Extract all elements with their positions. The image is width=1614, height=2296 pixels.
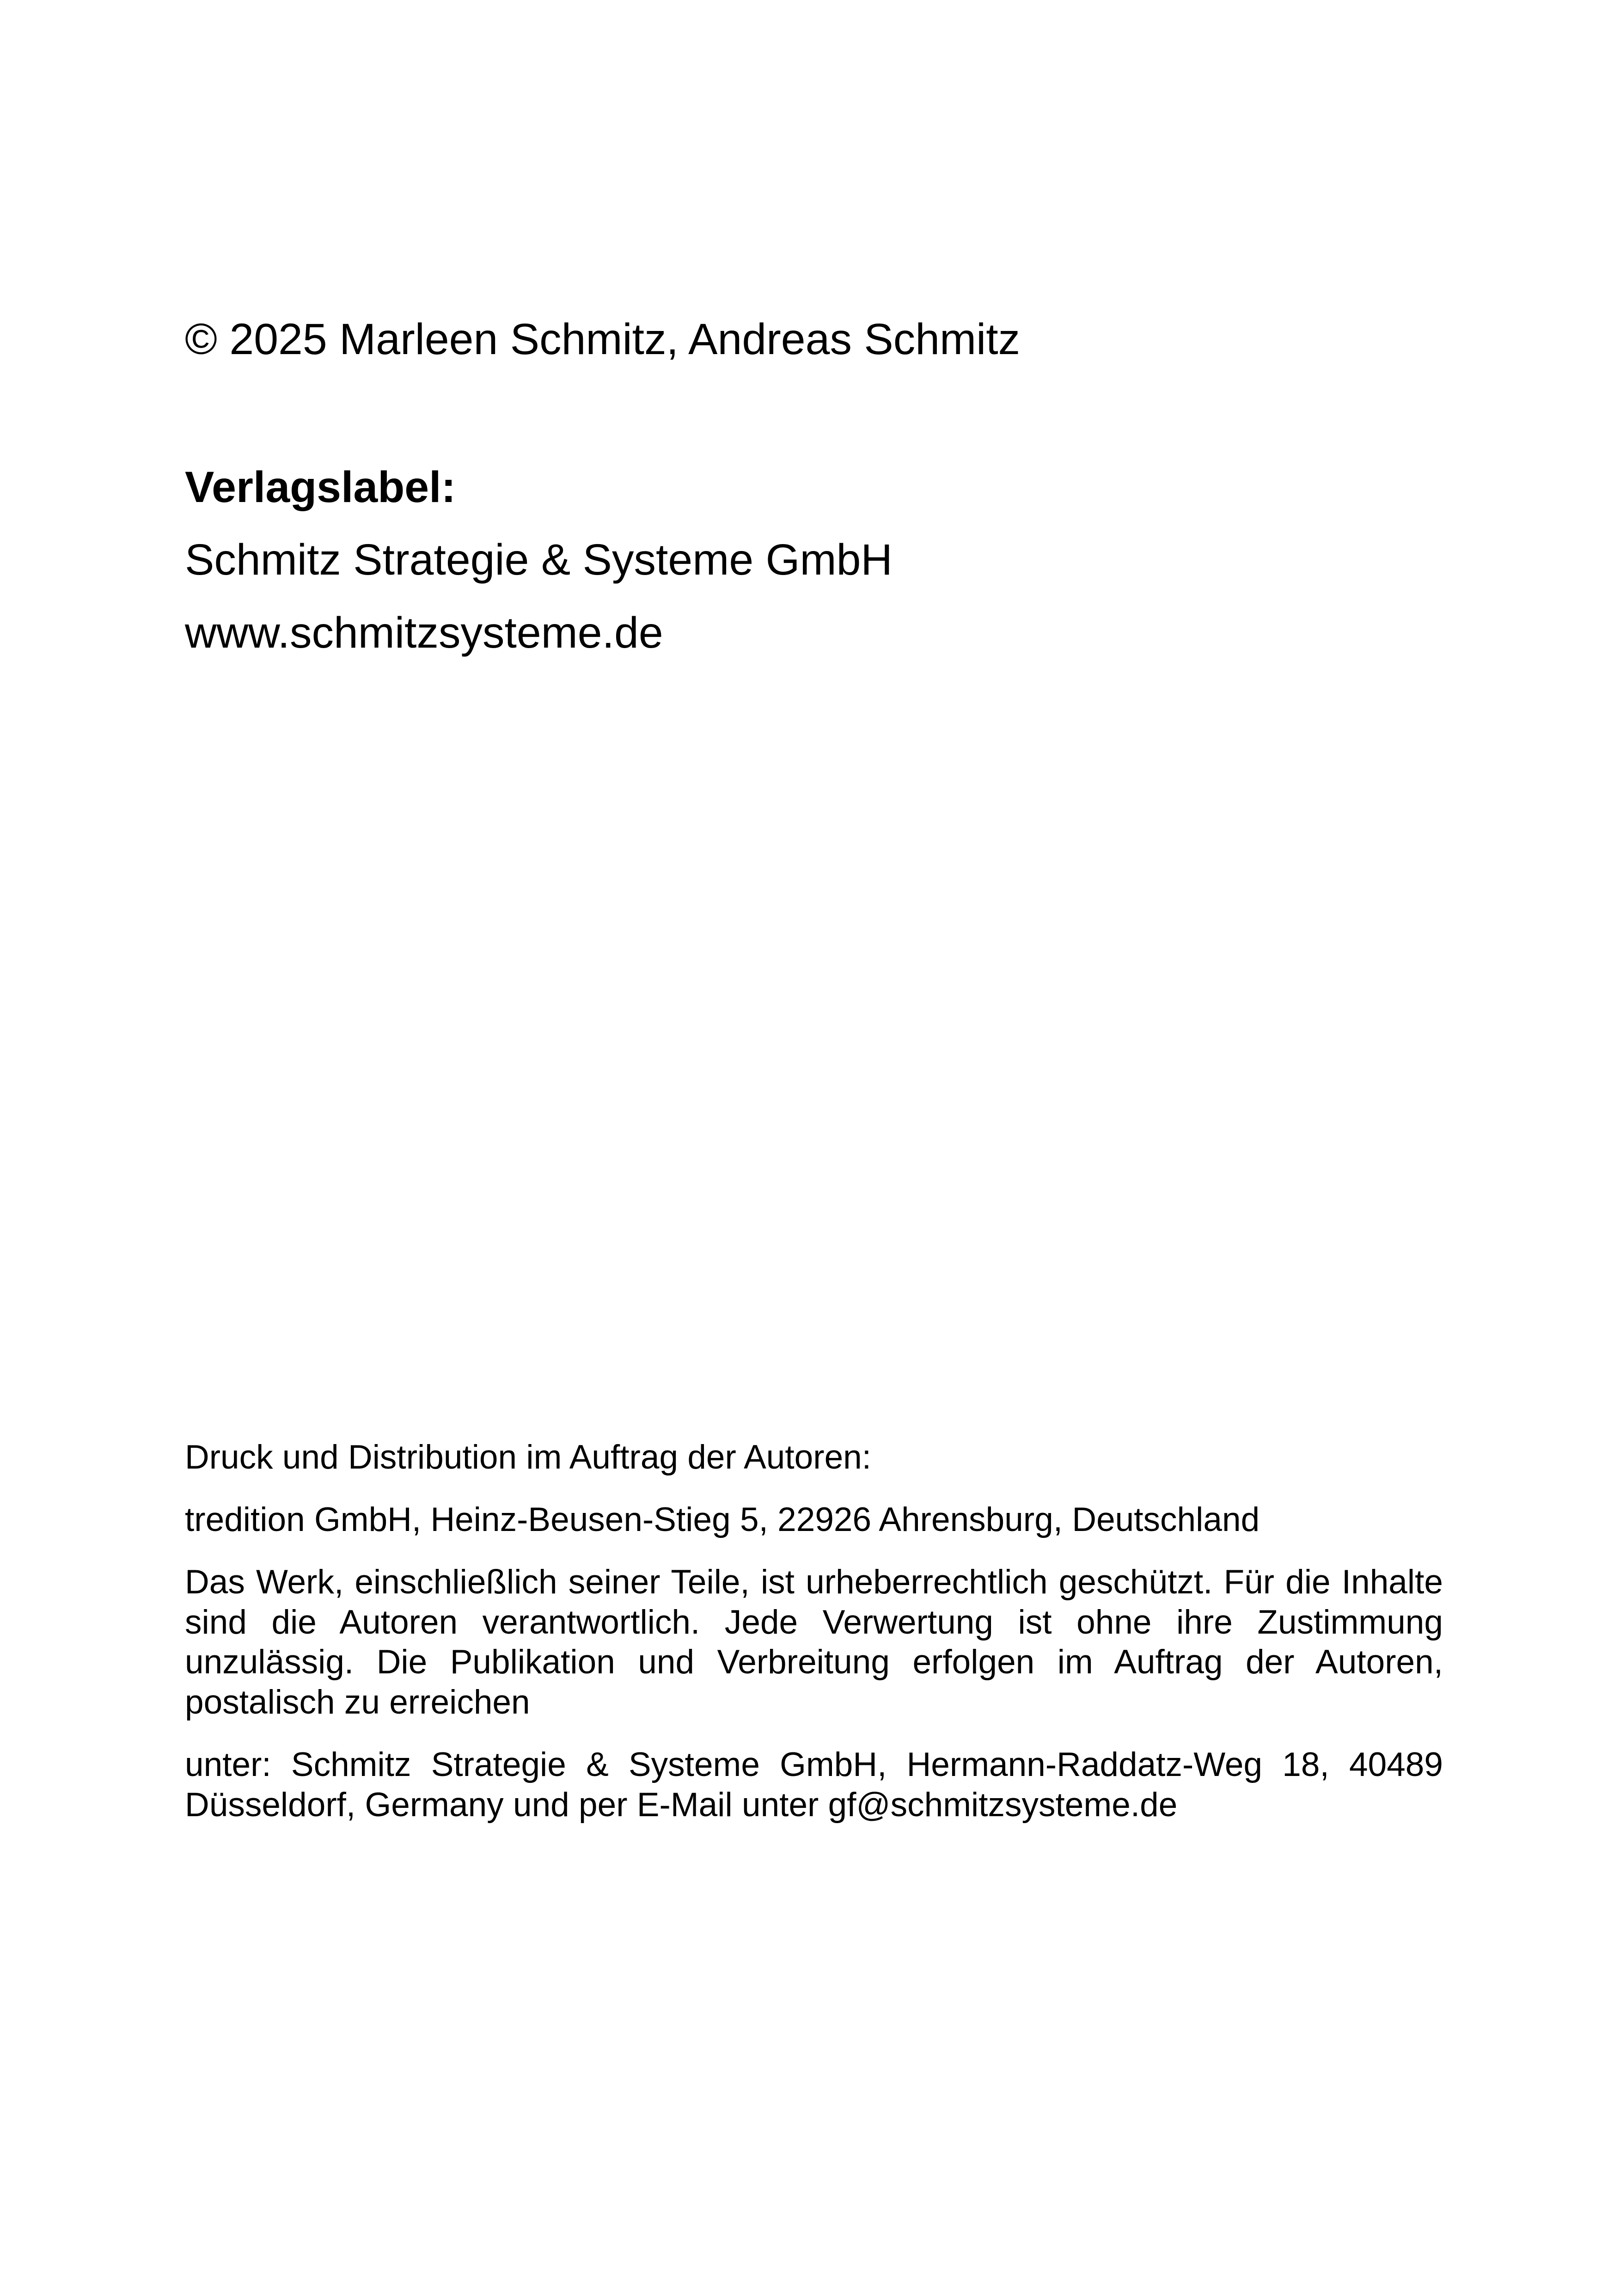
imprint-block	[185, 1438, 1443, 1848]
publisher-block	[185, 462, 1433, 680]
publisher-website: www.schmitzsysteme.de	[185, 608, 663, 657]
copyright-notice: © 2025 Marleen Schmitz, Andreas Schmitz	[185, 315, 1021, 364]
contact-address: unter: Schmitz Strategie & Systeme GmbH, Hermann-Raddatz-Weg 18, 40489 Düsseldorf, Germany und per E-Mail unter gf@schmitzsysteme.de	[185, 1746, 1443, 1824]
publisher-name: Schmitz Strategie & Systeme GmbH	[185, 535, 893, 585]
copyright-statement: Das Werk, einschließlich seiner Teile, ist urheberrechtlich geschützt. Für die Inhalte sind die Autoren verantwortlich. Jede Verwertung ist ohne ihre Zustimmung unzulässig. Die Publikation und Verbreitung erfolgen im Auftrag der Autoren, postalisch zu erreichen	[185, 1563, 1443, 1721]
printer-address: tredition GmbH, Heinz-Beusen-Stieg 5, 22926 Ahrensburg, Deutschland	[185, 1500, 1260, 1538]
publisher-label: Verlagslabel:	[185, 463, 456, 512]
print-heading: Druck und Distribution im Auftrag der Autoren:	[185, 1439, 872, 1476]
